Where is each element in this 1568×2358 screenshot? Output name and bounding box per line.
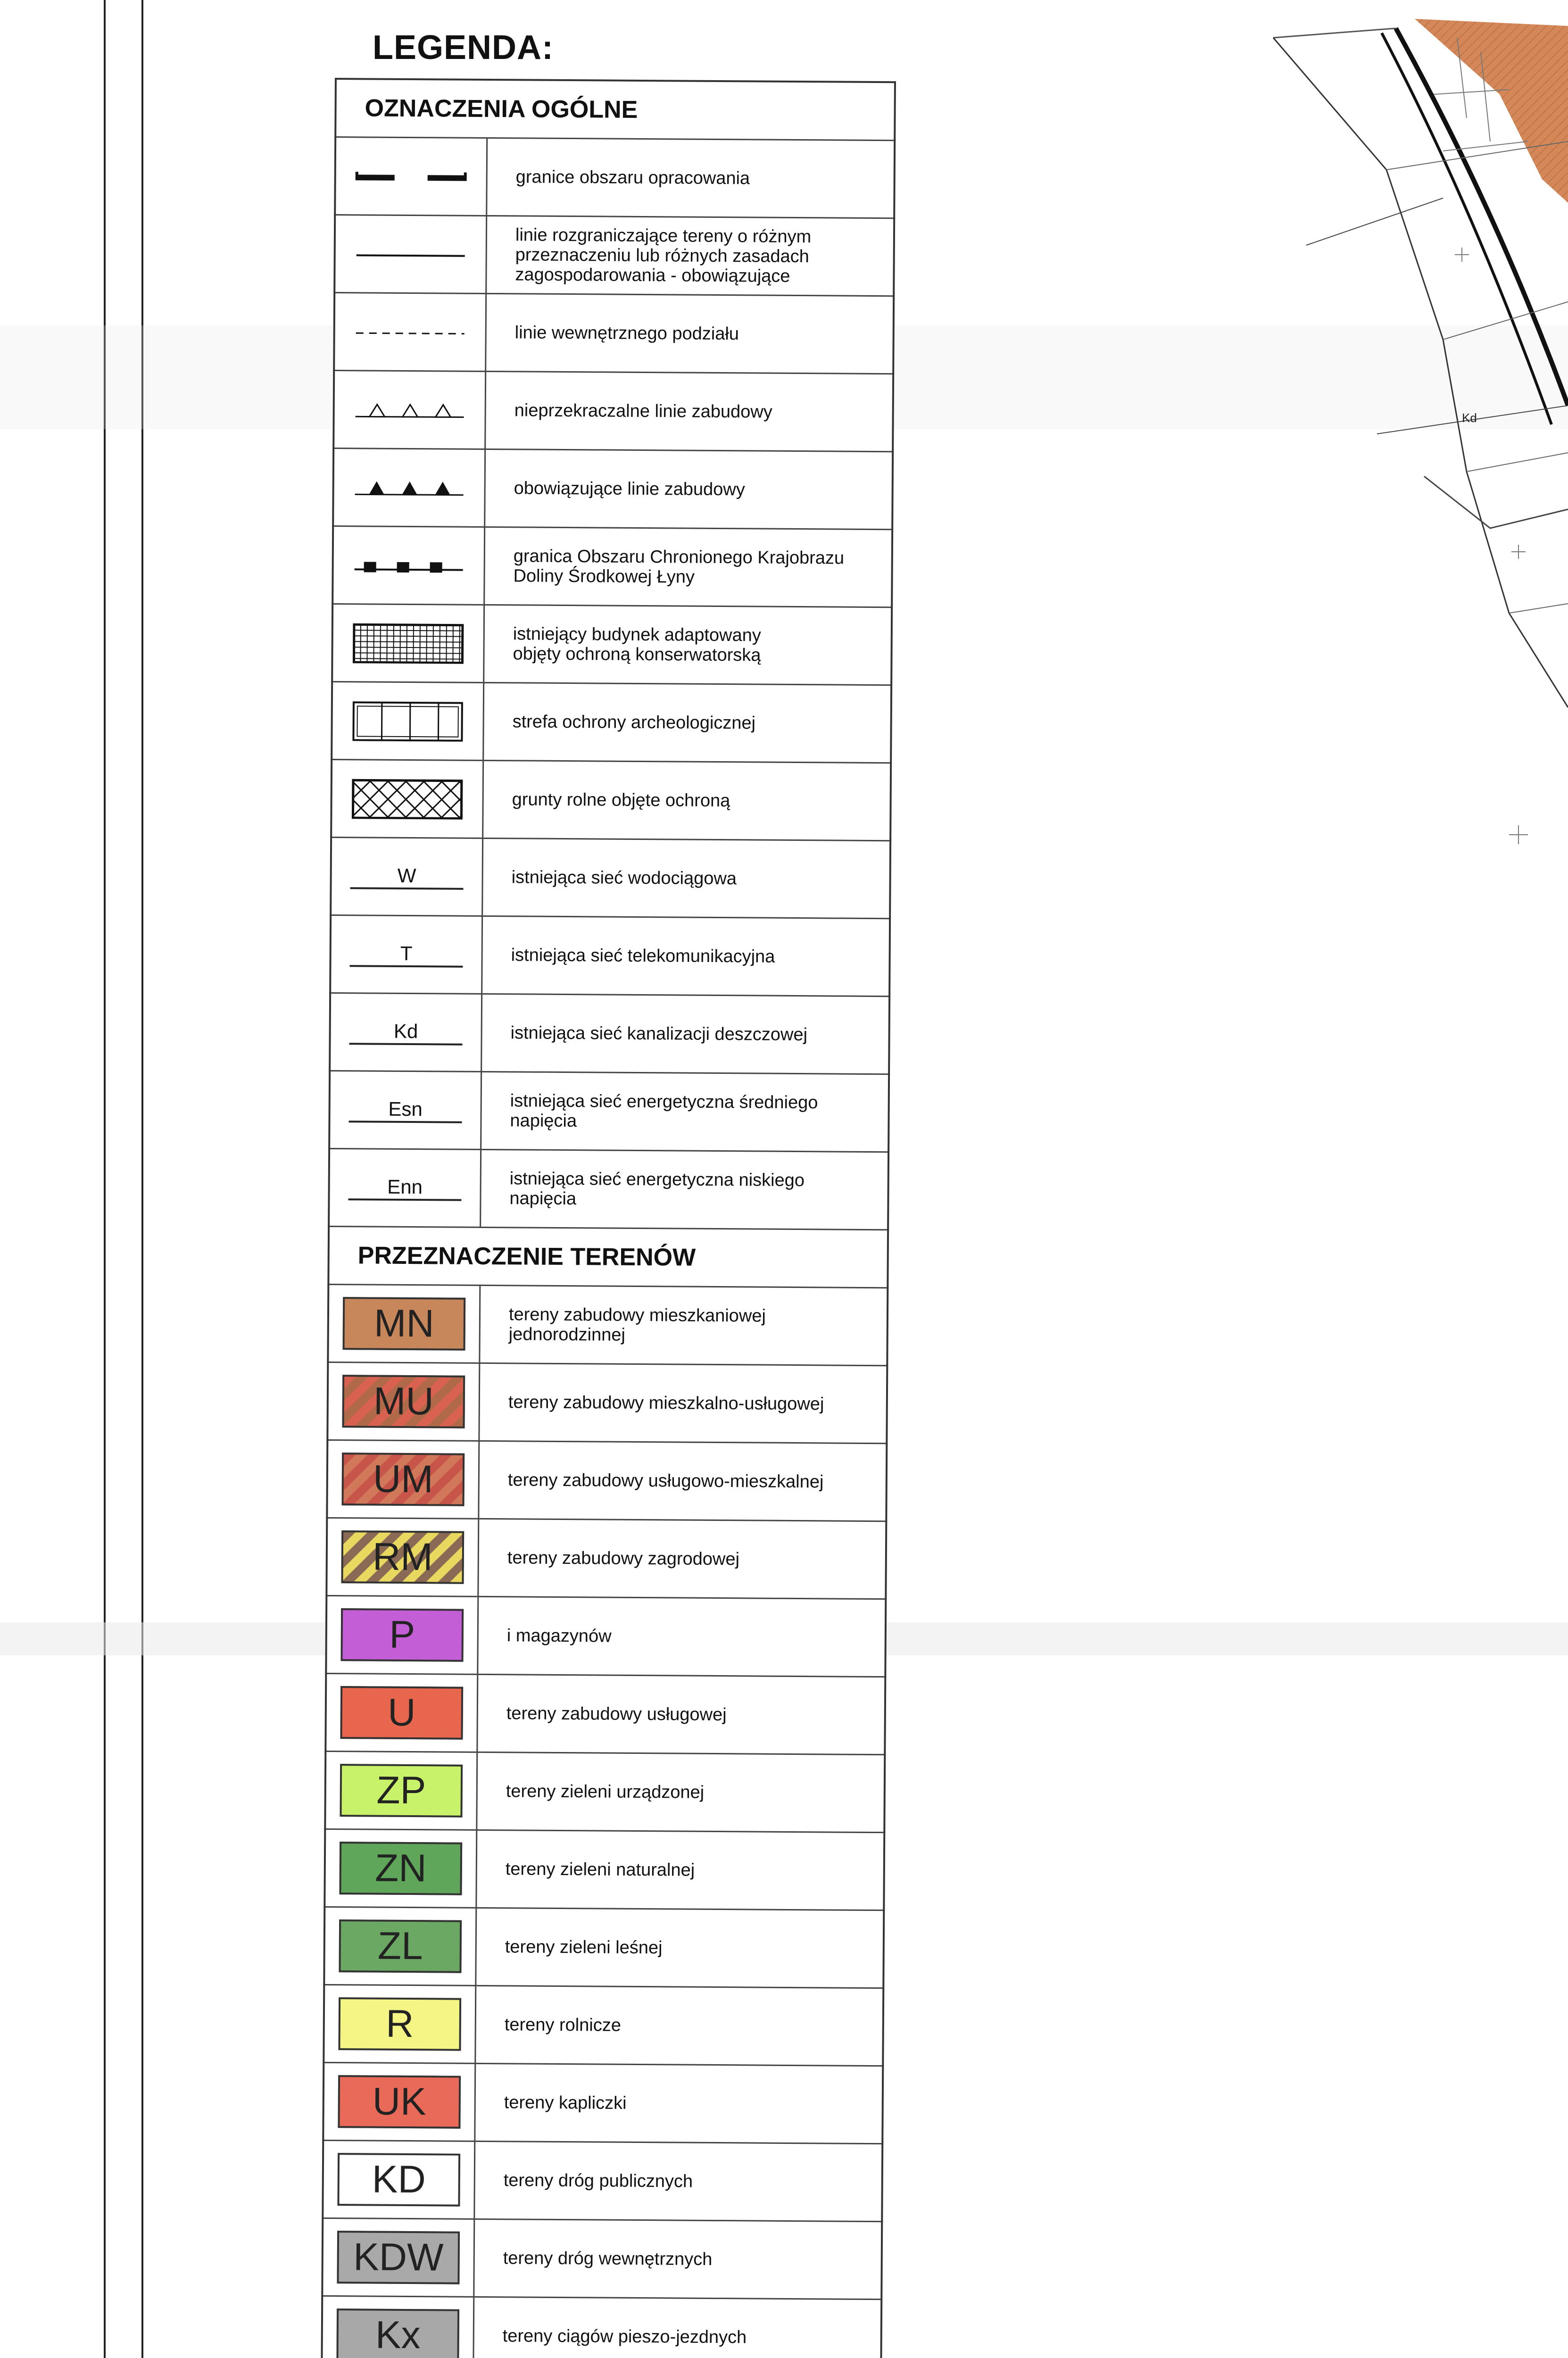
legend-description-line: nieprzekraczalne linie zabudowy <box>514 400 772 422</box>
legend-description-line: tereny zabudowy usługowej <box>506 1703 727 1725</box>
landuse-swatch-kx: Kx <box>336 2308 459 2358</box>
map-label-kd: Kd <box>1462 411 1477 425</box>
legend-description-line: tereny zieleni urządzonej <box>506 1781 705 1802</box>
legend-symbol-cell <box>329 1071 481 1149</box>
landuse-swatch-rm: RM <box>341 1530 465 1584</box>
legend-symbol-cell <box>330 915 482 994</box>
legend-row <box>330 993 889 1074</box>
legend-description-line: i magazynów <box>506 1626 612 1646</box>
landuse-swatch-p: P <box>340 1608 464 1662</box>
legend-description <box>484 527 892 607</box>
legend-table <box>319 78 896 2358</box>
legend-description <box>485 449 893 529</box>
protected-landscape-boundary-symbol <box>349 543 468 586</box>
legend-description-line: napięcia <box>509 1188 577 1209</box>
legend-description-line: zagospodarowania - obowiązujące <box>515 265 790 286</box>
legend-description <box>479 1441 887 1521</box>
legend-row <box>328 1284 888 1365</box>
legend-description <box>482 916 890 996</box>
legend-symbol-cell <box>325 1751 477 1830</box>
landuse-swatch-kd: KD <box>337 2153 460 2207</box>
legend-description-line: granica Obszaru Chronionego Krajobrazu <box>513 546 845 568</box>
legend-description-line: przeznaczeniu lub różnych zasadach <box>515 245 809 267</box>
legend-description-line: tereny dróg wewnętrznych <box>503 2248 713 2269</box>
legend-symbol-cell <box>326 1595 478 1674</box>
network-line-symbol: Enn <box>348 1175 461 1201</box>
legend-description-line: strefa ochrony archeologicznej <box>512 712 756 733</box>
legend-symbol-cell <box>334 293 486 372</box>
legend-row <box>333 448 893 529</box>
legend-title: LEGENDA: <box>373 29 554 66</box>
map-fragment <box>1245 0 1568 849</box>
legend-description <box>485 371 893 451</box>
legend-row <box>329 1148 888 1229</box>
legend-description-line: tereny zabudowy zagrodowej <box>507 1548 740 1569</box>
legend-symbol-cell <box>328 1284 480 1363</box>
landuse-swatch-uk: UK <box>338 2075 461 2129</box>
legend-description <box>480 1285 888 1365</box>
network-line-symbol: Kd <box>349 1019 462 1045</box>
legend-row <box>326 1595 886 1677</box>
landuse-swatch-mn: MN <box>343 1297 466 1351</box>
legend-symbol-cell <box>322 2218 474 2297</box>
legend-description-line: tereny zieleni leśnej <box>505 1937 663 1958</box>
landuse-swatch-u: U <box>340 1686 463 1740</box>
legend-symbol-cell <box>325 1673 478 1752</box>
legend-symbol-cell <box>324 1907 476 1985</box>
network-line-symbol: W <box>350 863 463 889</box>
legend-row <box>323 2140 882 2221</box>
legend-description-line: Doliny Środkowej Łyny <box>513 566 695 587</box>
legend-description <box>481 994 889 1074</box>
legend-description-line: granice obszaru opracowania <box>515 167 750 189</box>
landuse-swatch-zp: ZP <box>340 1764 463 1818</box>
legend-description-line: grunty rolne objęte ochroną <box>512 789 730 811</box>
legend-row <box>332 681 891 763</box>
legend-description-line: istniejąca sieć energetyczna średniego <box>510 1091 818 1113</box>
legend-symbol-cell <box>334 215 487 294</box>
legend-description <box>476 1908 884 1988</box>
legend-description <box>475 1985 883 2066</box>
landuse-swatch-mu: MU <box>342 1375 465 1428</box>
legend-description <box>473 2297 881 2358</box>
legend-row <box>327 1440 887 1521</box>
mandatory-building-line-symbol <box>350 465 468 508</box>
legend-description-line: objęty ochroną konserwatorską <box>513 644 761 665</box>
archaeology-zone-symbol <box>348 698 467 742</box>
legend-description-line: tereny zabudowy mieszkaniowej <box>508 1304 766 1326</box>
legend-description <box>486 216 894 296</box>
legend-description <box>475 2063 883 2143</box>
legend-symbol-cell <box>330 993 482 1071</box>
internal-division-line-symbol <box>351 309 469 353</box>
legend-description-line: tereny zabudowy mieszkalno-usługowej <box>508 1392 824 1414</box>
legend-description-line: istniejący budynek adaptowany <box>513 624 761 646</box>
legend-description <box>477 1674 885 1754</box>
legend-symbol-cell <box>324 1829 477 1908</box>
legend-symbol-cell <box>323 2140 475 2219</box>
legend-row <box>332 604 892 685</box>
legend-row <box>331 837 890 918</box>
section-header-landuse: PRZEZNACZENIE TERENÓW <box>328 1226 888 1287</box>
legend-description-line: istniejąca sieć kanalizacji deszczowej <box>510 1023 808 1045</box>
legend-row <box>322 2296 881 2358</box>
legend-row <box>324 1984 883 2066</box>
legend-symbol-cell <box>332 526 485 605</box>
legend-symbol-cell <box>335 137 487 216</box>
legend-description-line: tereny zabudowy usługowo-mieszkalnej <box>507 1470 824 1492</box>
legend-row <box>323 2062 883 2143</box>
legend-description <box>474 2219 882 2299</box>
legend-row <box>331 759 891 840</box>
legend-description <box>481 1149 888 1229</box>
legend-symbol-cell <box>333 448 485 527</box>
legend-row <box>325 1673 885 1754</box>
legend-row <box>322 2218 882 2299</box>
legend-description <box>481 1071 889 1152</box>
legend-symbol-cell <box>322 2296 474 2358</box>
legend-description <box>483 682 891 763</box>
legend-description-line: napięcia <box>510 1111 577 1131</box>
legend-row <box>326 1518 886 1599</box>
landuse-swatch-kdw: KDW <box>337 2231 460 2284</box>
legend-symbol-cell <box>333 371 486 449</box>
legend-symbol-cell <box>323 2062 475 2141</box>
legend-row <box>334 293 894 374</box>
legend-description-line: istniejąca sieć wodociągowa <box>511 867 737 889</box>
legend-row <box>335 137 895 218</box>
legend-description <box>474 2141 882 2221</box>
landuse-swatch-zn: ZN <box>339 1842 462 1895</box>
legend-description <box>478 1596 886 1677</box>
legend-symbol-cell <box>331 837 483 916</box>
legend-description <box>482 838 890 918</box>
legend-symbol-cell <box>332 604 484 682</box>
legend-symbol-cell <box>329 1148 481 1227</box>
legend-description <box>486 293 894 374</box>
legend-symbol-cell <box>332 681 484 760</box>
legend-symbol-cell <box>327 1440 479 1519</box>
landuse-swatch-zl: ZL <box>339 1919 462 1973</box>
plan-boundary-symbol <box>352 154 470 197</box>
network-line-symbol: Esn <box>348 1097 462 1123</box>
legend-row <box>327 1362 887 1443</box>
non-exceedable-building-line-symbol <box>350 387 469 431</box>
legend-description-line: tereny dróg publicznych <box>503 2170 693 2192</box>
legend-description-line: obowiązujące linie zabudowy <box>514 478 745 500</box>
legend-row <box>332 526 892 607</box>
legend-row <box>325 1751 885 1832</box>
legend-description-line: tereny rolnicze <box>504 2015 622 2035</box>
legend-description-line: linie wewnętrznego podziału <box>514 323 739 344</box>
legend-description <box>477 1752 885 1832</box>
legend-row <box>324 1907 884 1988</box>
legend-row <box>334 215 894 296</box>
legend-row <box>333 371 893 452</box>
section-header-general: OZNACZENIA OGÓLNE <box>335 79 895 141</box>
legend-symbol-cell <box>327 1362 480 1441</box>
legend-row <box>329 1071 889 1152</box>
legend-description-line: istniejąca sieć energetyczna niskiego <box>509 1169 805 1191</box>
legend-description-line: istniejąca sieć telekomunikacyjna <box>511 945 775 967</box>
legend-description <box>476 1830 884 1910</box>
legend-description <box>487 138 895 218</box>
legend-description-line: linie rozgraniczające tereny o różnym <box>515 225 812 247</box>
legend-symbol-cell <box>324 1984 476 2063</box>
landuse-swatch-um: UM <box>342 1453 465 1506</box>
network-line-symbol: T <box>349 941 463 967</box>
legend-description <box>479 1363 887 1443</box>
protected-farmland-symbol <box>348 776 466 820</box>
legend-description <box>484 605 892 685</box>
landuse-swatch-r: R <box>338 1997 461 2051</box>
legend-row <box>324 1829 884 1910</box>
legend-description-line: tereny ciągów pieszo-jezdnych <box>502 2326 747 2348</box>
legend-description <box>483 760 891 840</box>
legend-row <box>330 915 890 996</box>
demarcation-line-symbol <box>351 232 470 275</box>
legend-symbol-cell <box>331 759 483 838</box>
legend-description-line: jednorodzinnej <box>508 1324 626 1345</box>
legend-description-line: tereny zieleni naturalnej <box>505 1859 695 1880</box>
legend-symbol-cell <box>326 1518 479 1596</box>
conservation-building-symbol <box>349 621 467 664</box>
legend-description-line: tereny kapliczki <box>504 2092 627 2113</box>
legend-description <box>478 1519 886 1599</box>
